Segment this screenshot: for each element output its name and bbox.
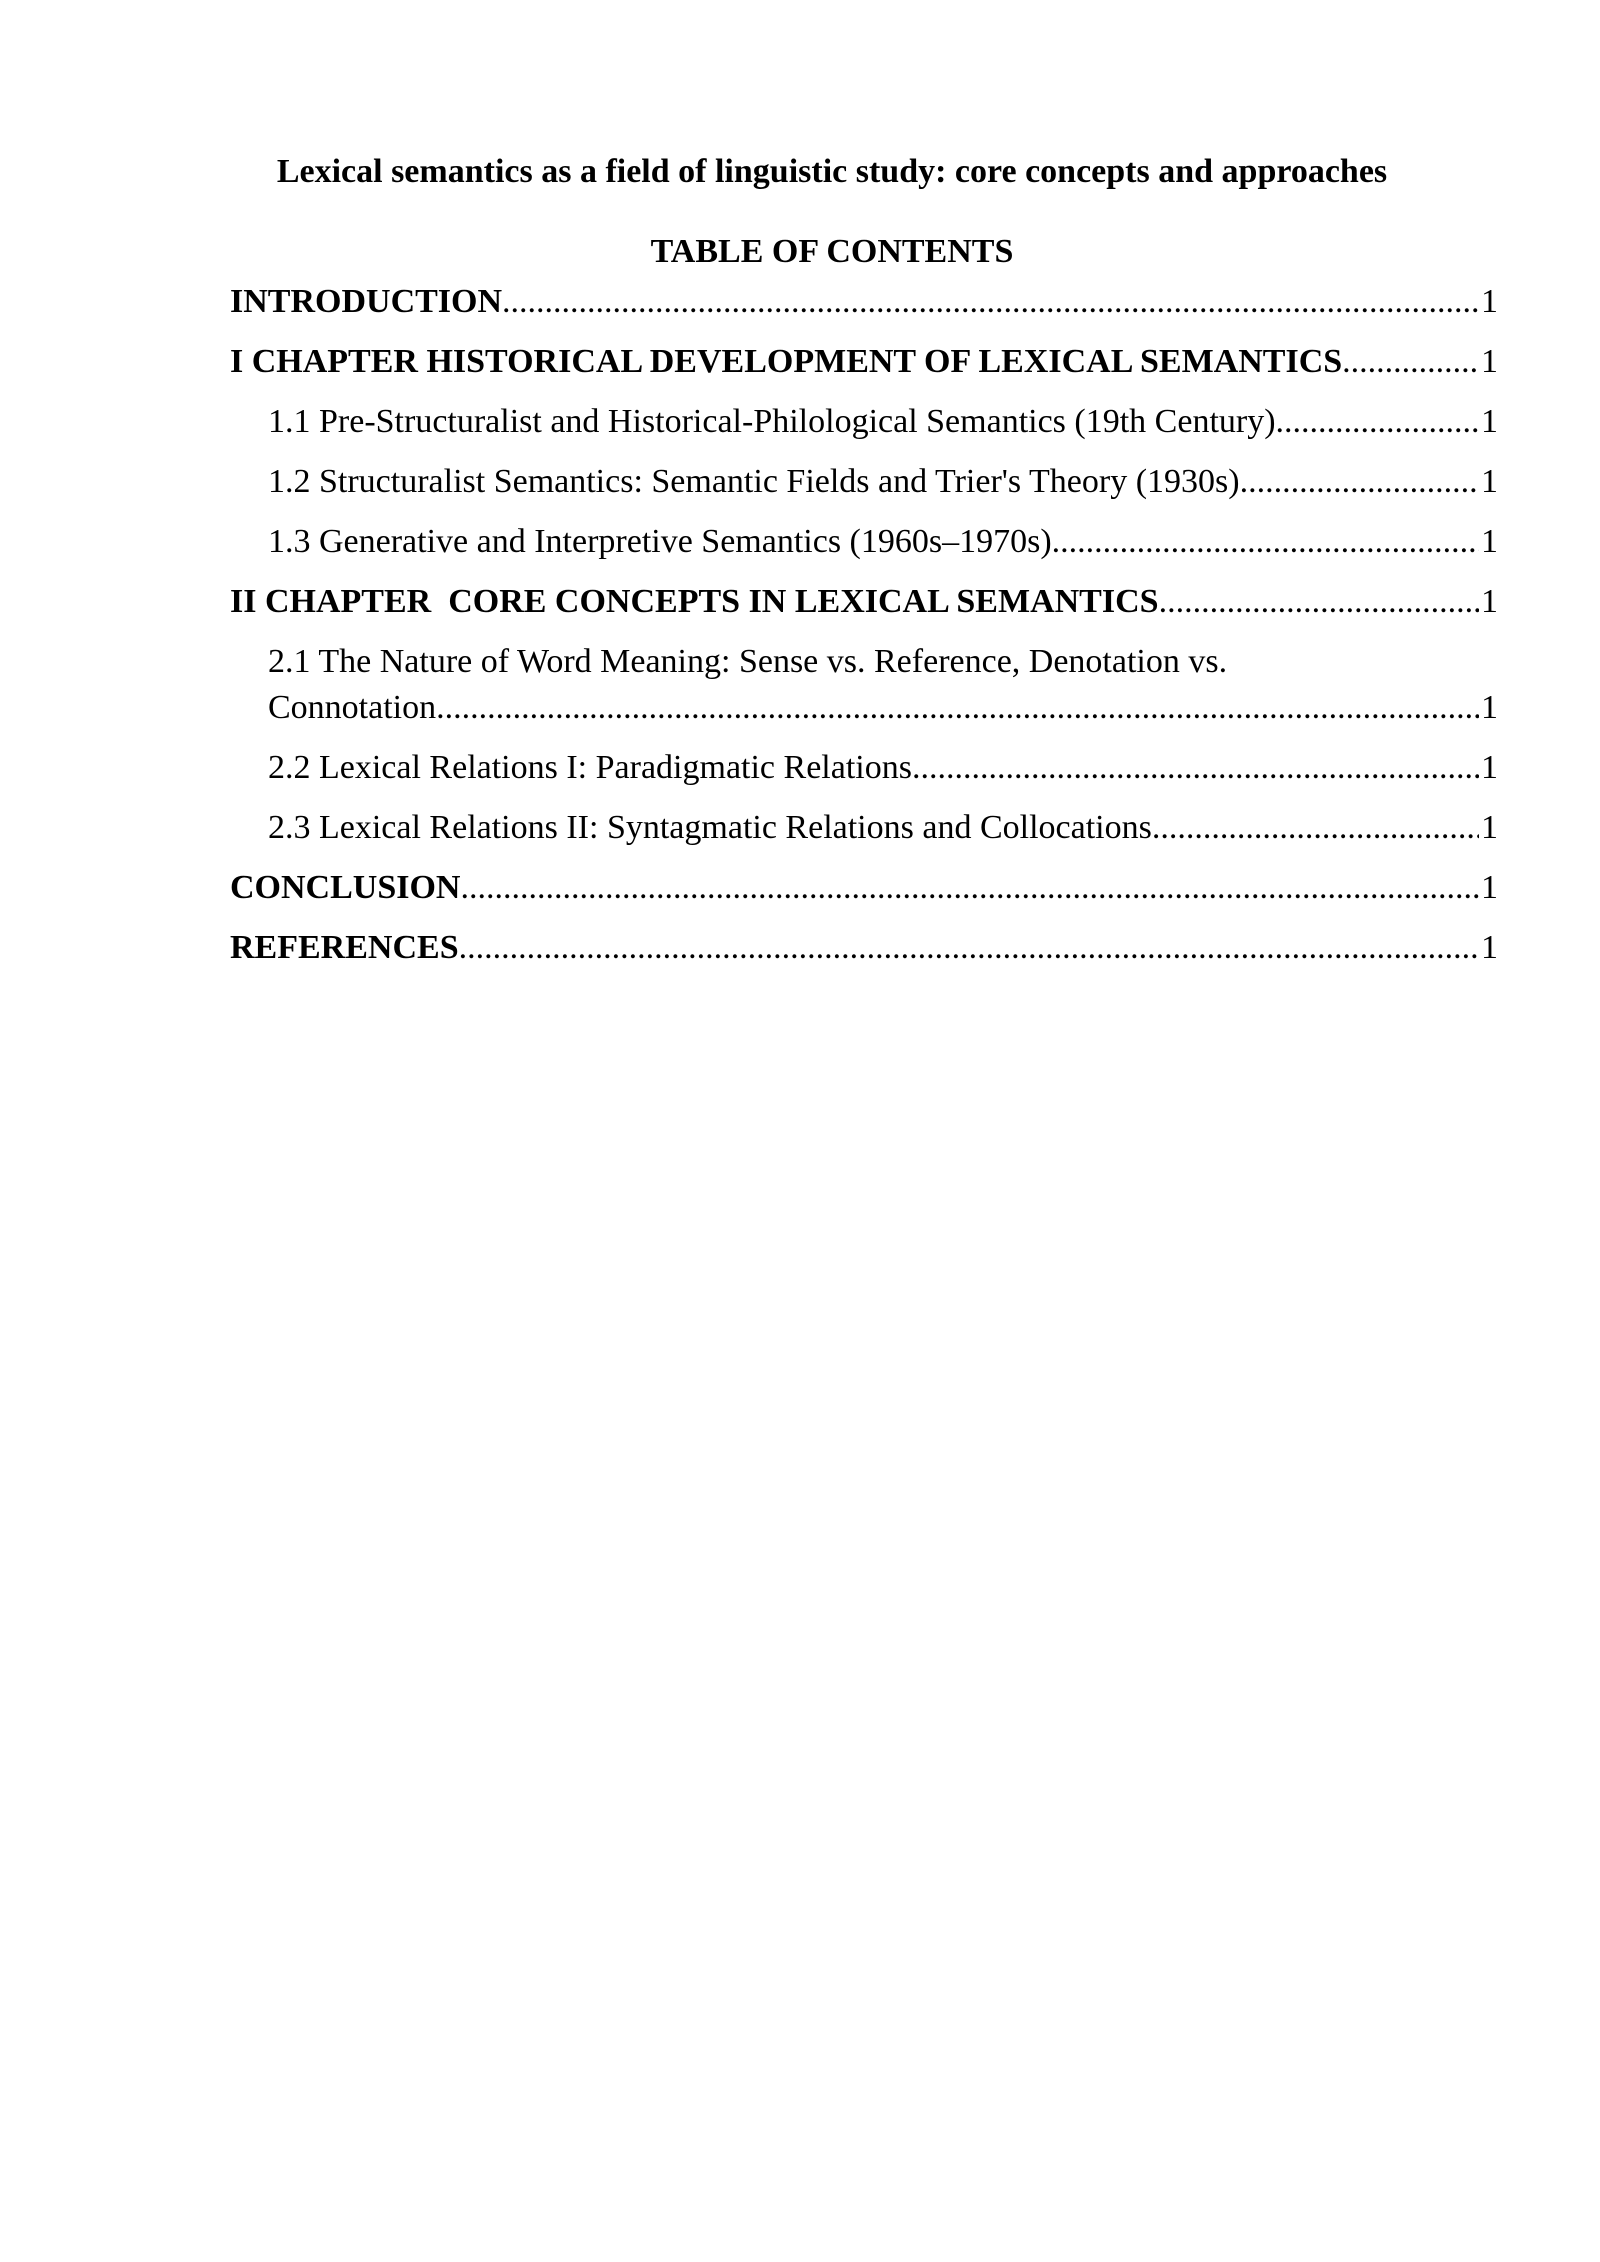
dot-leader bbox=[1159, 580, 1479, 624]
toc-entry-label-line2: Connotation bbox=[268, 689, 437, 726]
toc-entry-page: 1 bbox=[1481, 463, 1498, 500]
toc-entry-2-1[interactable] bbox=[230, 640, 1498, 730]
toc-entry-label: II CHAPTER CORE CONCEPTS IN LEXICAL SEMANTICS bbox=[230, 583, 1159, 620]
toc-entry-label-line1: 2.1 The Nature of Word Meaning: Sense vs. Reference, Denotation vs. bbox=[268, 643, 1228, 680]
dot-leader bbox=[1052, 520, 1479, 564]
toc-entry-chapter-2[interactable] bbox=[230, 580, 1498, 624]
dot-leader bbox=[502, 280, 1479, 324]
table-of-contents bbox=[230, 278, 1498, 970]
toc-entry-introduction[interactable] bbox=[230, 280, 1498, 324]
toc-entry-chapter-1[interactable] bbox=[230, 340, 1498, 384]
toc-entry-page: 1 bbox=[1481, 869, 1498, 906]
toc-entry-page: 1 bbox=[1481, 929, 1498, 966]
toc-entry-page: 1 bbox=[1481, 583, 1498, 620]
toc-entry-label: 1.2 Structuralist Semantics: Semantic Fields and Trier's Theory (1930s) bbox=[268, 463, 1240, 500]
dot-leader bbox=[1276, 400, 1479, 444]
toc-entry-label: CONCLUSION bbox=[230, 869, 461, 906]
toc-entry-conclusion[interactable] bbox=[230, 866, 1498, 910]
toc-entry-page: 1 bbox=[1481, 343, 1498, 380]
toc-entry-page: 1 bbox=[1481, 749, 1498, 786]
toc-entry-page: 1 bbox=[1481, 523, 1498, 560]
toc-heading: TABLE OF CONTENTS bbox=[650, 233, 1014, 270]
toc-entry-references[interactable] bbox=[230, 926, 1498, 970]
dot-leader bbox=[1240, 460, 1479, 504]
toc-entry-1-1[interactable] bbox=[230, 400, 1498, 444]
toc-entry-page: 1 bbox=[1481, 403, 1498, 440]
toc-entry-page: 1 bbox=[1481, 809, 1498, 846]
dot-leader bbox=[460, 866, 1479, 910]
toc-entry-label: INTRODUCTION bbox=[230, 283, 503, 320]
toc-entry-label: 2.3 Lexical Relations II: Syntagmatic Relations and Collocations bbox=[268, 809, 1152, 846]
toc-entry-label: REFERENCES bbox=[230, 929, 459, 966]
dot-leader bbox=[459, 926, 1479, 970]
toc-entry-label: 1.1 Pre-Structuralist and Historical-Philological Semantics (19th Century) bbox=[268, 403, 1276, 440]
toc-entry-2-3[interactable] bbox=[230, 806, 1498, 850]
dot-leader bbox=[912, 746, 1479, 790]
dot-leader bbox=[1342, 340, 1479, 384]
toc-entry-label: I CHAPTER HISTORICAL DEVELOPMENT OF LEXICAL SEMANTICS bbox=[230, 343, 1343, 380]
toc-entry-1-2[interactable] bbox=[230, 460, 1498, 504]
dot-leader bbox=[436, 686, 1479, 730]
toc-entry-label: 1.3 Generative and Interpretive Semantics (1960s–1970s) bbox=[268, 523, 1052, 560]
dot-leader bbox=[1152, 806, 1479, 850]
document-title: Lexical semantics as a field of linguistic study: core concepts and approaches bbox=[276, 153, 1388, 190]
toc-entry-page: 1 bbox=[1481, 689, 1498, 726]
toc-entry-2-2[interactable] bbox=[230, 746, 1498, 790]
toc-entry-label: 2.2 Lexical Relations I: Paradigmatic Relations bbox=[268, 749, 912, 786]
toc-entry-page: 1 bbox=[1481, 283, 1498, 320]
toc-entry-1-3[interactable] bbox=[230, 520, 1498, 564]
